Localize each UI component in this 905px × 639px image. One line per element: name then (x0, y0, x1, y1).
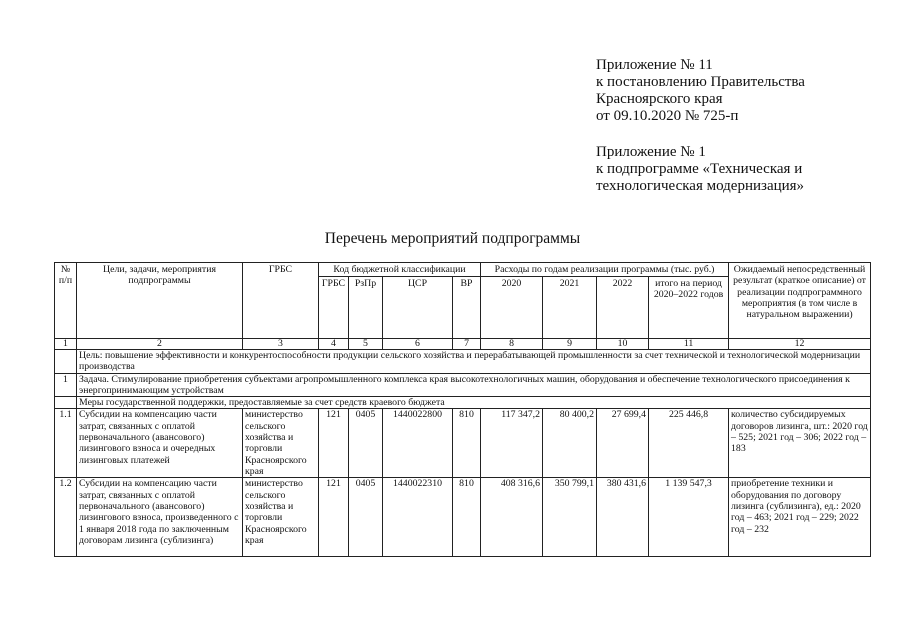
document-title: Перечень мероприятий подпрограммы (324, 230, 581, 247)
header-budget-code: Код бюджетной классификации (319, 263, 481, 277)
header-grbs-code: ГРБС (319, 277, 349, 339)
row-csr: 1440022800 (383, 409, 453, 478)
row-num: 1.2 (55, 478, 77, 557)
row-grbs: министерство сельского хозяйства и торговли Красноярского края (243, 409, 319, 478)
appendix-ref-line: к постановлению Правительства (596, 74, 805, 90)
row-rzpr: 0405 (349, 478, 383, 557)
header-result: Ожидаемый непосредственный результат (краткое описание) от реализации подпрограммного мероприятия (в том числе в натуральном выражении) (729, 263, 871, 339)
column-number: 12 (729, 339, 871, 350)
header-total: итого на период 2020–2022 годов (649, 277, 729, 339)
column-number: 1 (55, 339, 77, 350)
column-number: 2 (77, 339, 243, 350)
measures-table (54, 262, 871, 557)
row-csr: 1440022310 (383, 478, 453, 557)
row-2020: 117 347,2 (481, 409, 543, 478)
header-year-2022: 2022 (597, 277, 649, 339)
row-result: количество субсидируемых договоров лизинга, шт.: 2020 год – 525; 2021 год – 306; 2022 год – 183 (729, 409, 871, 478)
measures-row (55, 397, 871, 409)
table-row (55, 478, 871, 557)
column-number: 7 (453, 339, 481, 350)
header-num: № п/п (55, 263, 77, 339)
appendix-sub-header (596, 144, 804, 195)
task-row (55, 373, 871, 397)
measures-num-cell (55, 397, 77, 409)
row-2022: 380 431,6 (597, 478, 649, 557)
column-number: 5 (349, 339, 383, 350)
header-grbs: ГРБС (243, 263, 319, 339)
task-text: Задача. Стимулирование приобретения субъектами агропромышленного комплекса края высокотехнологичных машин, оборудования и обеспечение технологического присоединения к энергопринимающим устройствам (77, 373, 871, 397)
header-vr: ВР (453, 277, 481, 339)
row-result: приобретение техники и оборудования по договору лизинга (сублизинга), ед.: 2020 год – 463; 2021 год – 229; 2022 год – 232 (729, 478, 871, 557)
column-number: 4 (319, 339, 349, 350)
header-rzpr: РзПр (349, 277, 383, 339)
column-number-row (55, 339, 871, 350)
row-vr: 810 (453, 409, 481, 478)
appendix-ref-line: Красноярского края (596, 91, 723, 107)
row-vr: 810 (453, 478, 481, 557)
task-num: 1 (55, 373, 77, 397)
appendix-ref-line: к подпрограмме «Техническая и (596, 161, 803, 177)
row-2020: 408 316,6 (481, 478, 543, 557)
row-num: 1.1 (55, 409, 77, 478)
appendix-ref-line: технологическая модернизация» (596, 178, 805, 194)
header-year-2020: 2020 (481, 277, 543, 339)
appendix-main-header (596, 57, 805, 125)
column-number: 3 (243, 339, 319, 350)
row-grbs-code: 121 (319, 409, 349, 478)
table-row (55, 409, 871, 478)
row-name: Субсидии на компенсацию части затрат, связанных с оплатой первоначального (авансового) лизингового взноса, произведенного с 1 января 2018 года по заключенным договорам лизинга (сублизинга) (77, 478, 243, 557)
measures-text: Меры государственной поддержки, предоставляемые за счет средств краевого бюджета (77, 397, 871, 409)
row-total: 1 139 547,3 (649, 478, 729, 557)
column-number: 6 (383, 339, 453, 350)
goal-text: Цель: повышение эффективности и конкурентоспособности продукции сельского хозяйства и перерабатывающей промышленности за счет технической и технологической модернизации производства (77, 350, 871, 374)
column-number: 8 (481, 339, 543, 350)
column-number: 11 (649, 339, 729, 350)
row-2021: 80 400,2 (543, 409, 597, 478)
column-number: 9 (543, 339, 597, 350)
row-name: Субсидии на компенсацию части затрат, связанных с оплатой первоначального (авансового) лизингового взноса и очередных лизинговых платежей (77, 409, 243, 478)
row-grbs-code: 121 (319, 478, 349, 557)
header-year-2021: 2021 (543, 277, 597, 339)
row-rzpr: 0405 (349, 409, 383, 478)
column-number: 10 (597, 339, 649, 350)
header-expenses: Расходы по годам реализации программы (тыс. руб.) (481, 263, 729, 277)
row-total: 225 446,8 (649, 409, 729, 478)
goal-num-cell (55, 350, 77, 374)
goal-row (55, 350, 871, 374)
appendix-date-line: от 09.10.2020 № 725-п (596, 108, 739, 124)
appendix-number: Приложение № 11 (596, 57, 713, 73)
row-grbs: министерство сельского хозяйства и торговли Красноярского края (243, 478, 319, 557)
header-goals: Цели, задачи, мероприятия подпрограммы (77, 263, 243, 339)
header-csr: ЦСР (383, 277, 453, 339)
row-2022: 27 699,4 (597, 409, 649, 478)
appendix-number: Приложение № 1 (596, 144, 706, 160)
row-2021: 350 799,1 (543, 478, 597, 557)
table-header-row (55, 263, 871, 277)
